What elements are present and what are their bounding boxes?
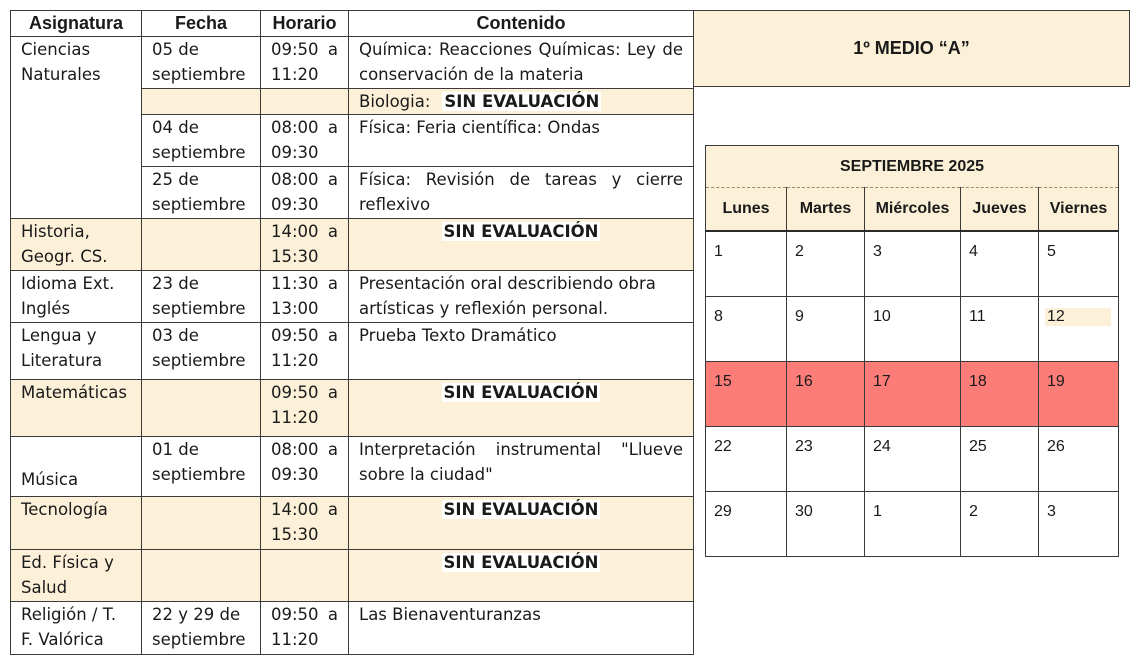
calendar-week	[706, 492, 1119, 557]
table-row	[11, 167, 694, 219]
day-number: 2	[969, 503, 978, 520]
content-cell	[349, 550, 694, 602]
date-cell: 23 de septiembre	[142, 271, 261, 323]
calendar-day	[961, 297, 1039, 362]
calendar-day	[1039, 427, 1119, 492]
day-number: 11	[969, 308, 986, 325]
subject-cell: Ciencias Naturales	[11, 37, 142, 89]
table-row	[11, 89, 694, 115]
calendar-day	[961, 427, 1039, 492]
table-row	[11, 550, 694, 602]
calendar-day	[1039, 492, 1119, 557]
table-row	[11, 380, 694, 437]
course-header	[693, 10, 1130, 87]
weekday-label: Miércoles	[865, 188, 961, 232]
time-cell: 14:00 a 15:30	[261, 497, 349, 550]
calendar-day	[1039, 297, 1119, 362]
content-cell: Las Bienaventuranzas	[349, 602, 694, 655]
day-number: 24	[873, 438, 891, 455]
day-number: 16	[795, 373, 813, 390]
table-row	[11, 497, 694, 550]
date-cell	[142, 497, 261, 550]
time-cell: 11:30 a 13:00	[261, 271, 349, 323]
day-number: 30	[795, 503, 813, 520]
table-row	[11, 271, 694, 323]
subject-cell	[11, 89, 142, 115]
day-number: 1	[873, 503, 882, 520]
time-cell: 08:00 a 09:30	[261, 437, 349, 497]
content-cell	[349, 497, 694, 550]
status-text: SIN EVALUACIÓN	[444, 92, 600, 111]
time-cell: 09:50 a 11:20	[261, 380, 349, 437]
day-number: 15	[714, 373, 732, 390]
day-number: 5	[1047, 243, 1056, 260]
schedule-header-row	[11, 11, 694, 37]
status-text: SIN EVALUACIÓN	[443, 383, 599, 402]
day-number: 25	[969, 438, 987, 455]
date-cell	[142, 219, 261, 271]
calendar-day	[961, 362, 1039, 427]
time-cell: 14:00 a 15:30	[261, 219, 349, 271]
table-row	[11, 37, 694, 89]
weekday-label: Lunes	[706, 188, 787, 232]
subject-cell: Religión / T. F. Valórica	[11, 602, 142, 655]
subject-cell: Tecnología	[11, 497, 142, 550]
weekday-label: Jueves	[961, 188, 1039, 232]
day-number: 10	[873, 308, 891, 325]
status-text: SIN EVALUACIÓN	[443, 500, 599, 519]
calendar-day	[961, 231, 1039, 297]
content-cell	[349, 219, 694, 271]
day-number: 19	[1047, 373, 1065, 390]
calendar	[705, 145, 1119, 557]
calendar-day	[706, 297, 787, 362]
header-date: Fecha	[142, 11, 261, 37]
date-cell: 03 de septiembre	[142, 323, 261, 380]
calendar-day	[961, 492, 1039, 557]
calendar-day	[706, 231, 787, 297]
table-row	[11, 115, 694, 167]
day-number: 3	[873, 243, 882, 260]
day-number: 26	[1047, 438, 1065, 455]
date-cell: 05 de septiembre	[142, 37, 261, 89]
table-row	[11, 437, 694, 497]
weekday-row	[706, 188, 1119, 232]
subject-cell	[11, 115, 142, 167]
day-number: 9	[795, 308, 804, 325]
content-cell: Presentación oral describiendo obra artísticas y reflexión personal.	[349, 271, 694, 323]
subject-cell: Lengua y Literatura	[11, 323, 142, 380]
calendar-day	[1039, 231, 1119, 297]
time-cell	[261, 550, 349, 602]
calendar-week-holiday	[706, 362, 1119, 427]
table-row	[11, 323, 694, 380]
day-number: 4	[969, 243, 978, 260]
time-cell: 09:50 a 11:20	[261, 602, 349, 655]
calendar-day	[787, 297, 865, 362]
header-subject: Asignatura	[11, 11, 142, 37]
table-row	[11, 602, 694, 655]
calendar-day	[865, 427, 961, 492]
time-cell: 08:00 a 09:30	[261, 167, 349, 219]
calendar-day	[706, 362, 787, 427]
calendar-day	[865, 362, 961, 427]
date-cell: 04 de septiembre	[142, 115, 261, 167]
date-cell	[142, 89, 261, 115]
calendar-day	[787, 492, 865, 557]
subject-cell: Música	[11, 437, 142, 497]
calendar-day	[787, 362, 865, 427]
status-text: SIN EVALUACIÓN	[443, 553, 599, 572]
time-cell	[261, 89, 349, 115]
calendar-day	[865, 297, 961, 362]
calendar-week	[706, 231, 1119, 297]
calendar-day	[865, 231, 961, 297]
weekday-label: Martes	[787, 188, 865, 232]
day-number: 22	[714, 438, 732, 455]
calendar-day	[706, 492, 787, 557]
subject-cell: Ed. Física y Salud	[11, 550, 142, 602]
calendar-day	[706, 427, 787, 492]
calendar-week	[706, 297, 1119, 362]
date-cell: 25 de septiembre	[142, 167, 261, 219]
day-number: 29	[714, 503, 732, 520]
status-text: SIN EVALUACIÓN	[443, 222, 599, 241]
weekday-label: Viernes	[1039, 188, 1119, 232]
calendar-day	[787, 427, 865, 492]
content-label: Biologia:	[359, 92, 431, 111]
content-cell	[349, 380, 694, 437]
day-number: 2	[795, 243, 804, 260]
day-number-marked: 12	[1045, 308, 1111, 326]
table-row	[11, 219, 694, 271]
course-title: 1º MEDIO “A”	[853, 38, 970, 58]
content-cell: Interpretación instrumental "Llueve sobre la ciudad"	[349, 437, 694, 497]
content-cell: Química: Reacciones Químicas: Ley de conservación de la materia	[349, 37, 694, 89]
schedule-table	[10, 10, 694, 655]
time-cell: 09:50 a 11:20	[261, 323, 349, 380]
content-cell: Física: Feria científica: Ondas	[349, 115, 694, 167]
header-time: Horario	[261, 11, 349, 37]
header-content: Contenido	[349, 11, 694, 37]
day-number: 18	[969, 373, 987, 390]
date-cell	[142, 380, 261, 437]
date-cell: 22 y 29 de septiembre	[142, 602, 261, 655]
content-cell: Física: Revisión de tareas y cierre reflexivo	[349, 167, 694, 219]
date-cell: 01 de septiembre	[142, 437, 261, 497]
date-cell	[142, 550, 261, 602]
calendar-day	[865, 492, 961, 557]
subject-cell	[11, 167, 142, 219]
content-cell	[349, 89, 694, 115]
calendar-title: SEPTIEMBRE 2025	[706, 146, 1119, 188]
day-number: 1	[714, 243, 723, 260]
day-number: 23	[795, 438, 813, 455]
subject-cell: Matemáticas	[11, 380, 142, 437]
day-number: 3	[1047, 503, 1056, 520]
day-number: 8	[714, 308, 723, 325]
calendar-day	[787, 231, 865, 297]
calendar-day	[1039, 362, 1119, 427]
content-cell: Prueba Texto Dramático	[349, 323, 694, 380]
subject-cell: Idioma Ext. Inglés	[11, 271, 142, 323]
time-cell: 08:00 a 09:30	[261, 115, 349, 167]
subject-cell: Historia, Geogr. CS.	[11, 219, 142, 271]
time-cell: 09:50 a 11:20	[261, 37, 349, 89]
day-number: 17	[873, 373, 891, 390]
calendar-week	[706, 427, 1119, 492]
